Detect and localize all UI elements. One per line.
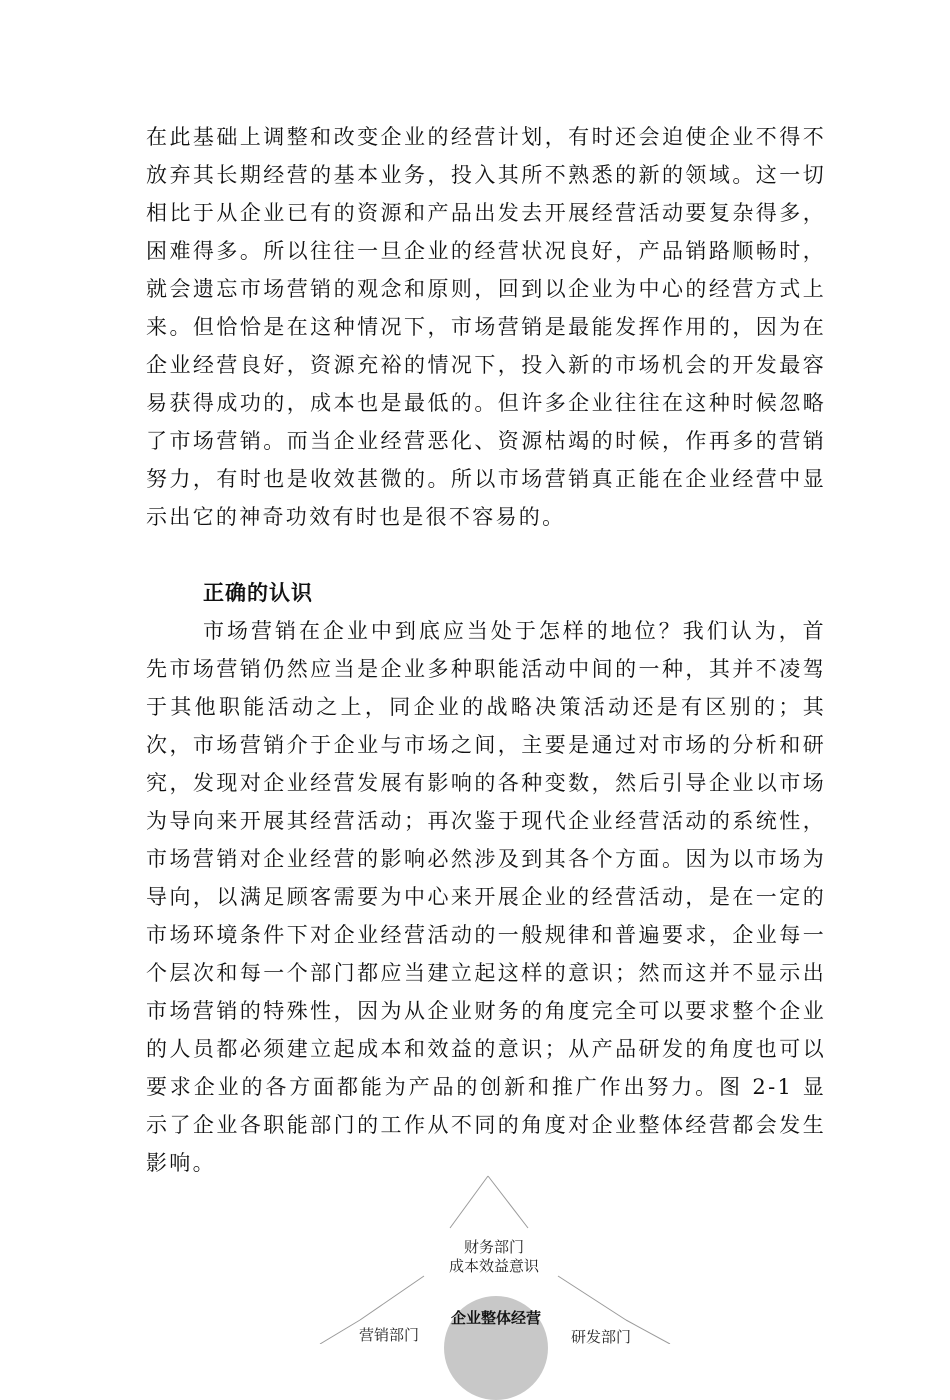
rnd-node: 研发部门 bbox=[570, 1328, 631, 1346]
section-heading: 正确的认识 bbox=[203, 581, 313, 605]
marketing-node: 营销部门 bbox=[358, 1326, 419, 1344]
finance-node-subtitle: 成本效益意识 bbox=[448, 1257, 539, 1275]
body-paragraph-2: 市场营销在企业中到底应当处于怎样的地位？我们认为，首先市场营销仍然应当是企业多种职能活动中间的一种，其并不凌驾于其他职能活动之上，同企业的战略决策活动还是有区别的；其次，市场营销介于企业与市场之间，主要是通过对市场的分析和研究，发现对企业经营发展有影响的各种变数，然后引导企业以市场为导向来开展其经营活动；再次鉴于现代企业经营活动的系统性，市场营销对企业经营的影响必然涉及到其各个方面。因为以市场为导向，以满足顾客需要为中心来开展企业的经营活动，是在一定的市场环境条件下对企业经营活动的一般规律和普遍要求，企业每一个层次和每一个部门都应当建立起这样的意识；然而这并不显示出市场营销的特殊性，因为从企业财务的角度完全可以要求整个企业的人员都必须建立起成本和效益的意识；从产品研发的角度也可以要求企业的各方面都能为产品的创新和推广作出努力。图 2-1 显示了企业各职能部门的工作从不同的角度对企业整体经营都会发生影响。 bbox=[146, 619, 826, 1175]
body-paragraph-1: 在此基础上调整和改变企业的经营计划，有时还会迫使企业不得不放弃其长期经营的基本业务，投入其所不熟悉的新的领域。这一切相比于从企业已有的资源和产品出发去开展经营活动要复杂得多，困难得多。所以往往一旦企业的经营状况良好，产品销路顺畅时，就会遗忘市场营销的观念和原则，回到以企业为中心的经营方式上来。但恰恰是在这种情况下，市场营销是最能发挥作用的，因为在企业经营良好，资源充裕的情况下，投入新的市场机会的开发最容易获得成功的，成本也是最低的。但许多企业往往在这种时候忽略了市场营销。而当企业经营恶化、资源枯竭的时候，作再多的营销努力，有时也是收效甚微的。所以市场营销真正能在企业经营中显示出它的神奇功效有时也是很不容易的。 bbox=[146, 125, 826, 529]
figure-2-1 bbox=[300, 1170, 680, 1344]
document-page bbox=[146, 118, 826, 1182]
top-left-edge bbox=[450, 1176, 488, 1228]
left-connector bbox=[360, 1276, 424, 1320]
finance-node bbox=[424, 1238, 564, 1276]
top-right-edge bbox=[488, 1176, 528, 1228]
right-connector bbox=[558, 1276, 626, 1320]
center-node-label: 企业整体经营 bbox=[450, 1309, 541, 1327]
finance-node-title: 财务部门 bbox=[463, 1238, 524, 1256]
